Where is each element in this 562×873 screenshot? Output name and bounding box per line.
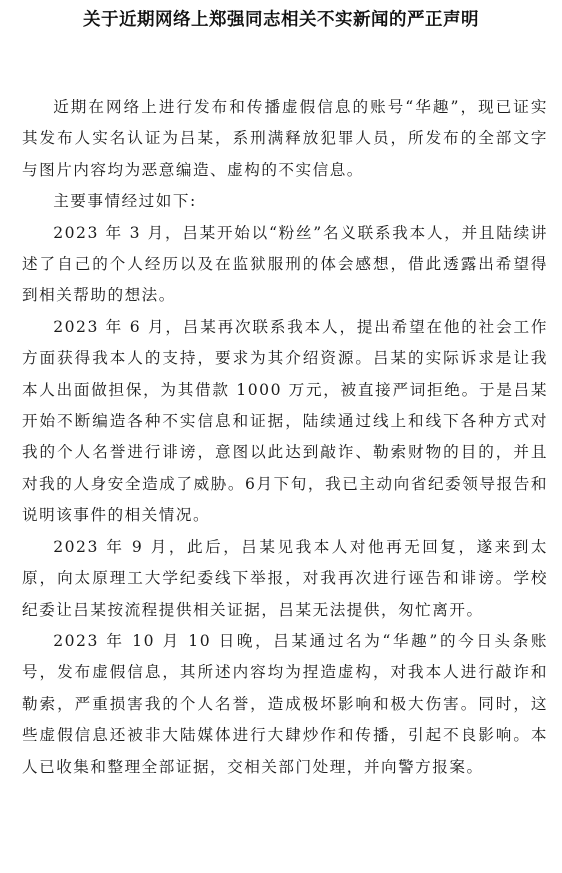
paragraph-june-2023: 2023 年 6 月，吕某再次联系我本人，提出希望在他的社会工作方面获得我本人的支持，要求为其介绍资源。吕某的实际诉求是让我本人出面做担保，为其借款 1000 万元，被直接严词拒绝。于是吕某开始不断编造各种不实信息和证据，陆续通过线上和线下各种方式对我的个人名誉进行诽谤，意图以此达到敲诈、勒索财物的目的，并且对我的人身安全造成了威胁。6月下旬，我已主动向省纪委领导报告和说明该事件的相关情况。	[22, 317, 548, 525]
paragraph-september-2023: 2023 年 9 月，此后，吕某见我本人对他再无回复，遂来到太原，向太原理工大学纪委线下举报，对我再次进行诬告和诽谤。学校纪委让吕某按流程提供相关证据，吕某无法提供，匆忙离开。	[22, 537, 548, 619]
paragraph-overview-heading: 主要事情经过如下:	[53, 192, 197, 211]
document-title: 关于近期网络上郑强同志相关不实新闻的严正声明	[83, 10, 479, 30]
paragraph-october-2023: 2023 年 10 月 10 日晚，吕某通过名为“华趣”的今日头条账号，发布虚假信息，其所述内容均为捏造虚构，对我本人进行敲诈和勒索，严重损害我的个人名誉，造成极坏影响和极大伤害。同时，这些虚假信息还被非大陆媒体进行大肆炒作和传播，引起不良影响。本人已收集和整理全部证据，交相关部门处理，并向警方报案。	[22, 631, 548, 776]
paragraph-march-2023: 2023 年 3 月，吕某开始以“粉丝”名义联系我本人，并且陆续讲述了自己的个人经历以及在监狱服刑的体会感想，借此透露出希望得到相关帮助的想法。	[22, 223, 548, 305]
paragraph-intro: 近期在网络上进行发布和传播虚假信息的账号“华趣”，现已证实其发布人实名认证为吕某，系刑满释放犯罪人员，所发布的全部文字与图片内容均为恶意编造、虚构的不实信息。	[22, 98, 548, 179]
document-body	[22, 92, 548, 783]
